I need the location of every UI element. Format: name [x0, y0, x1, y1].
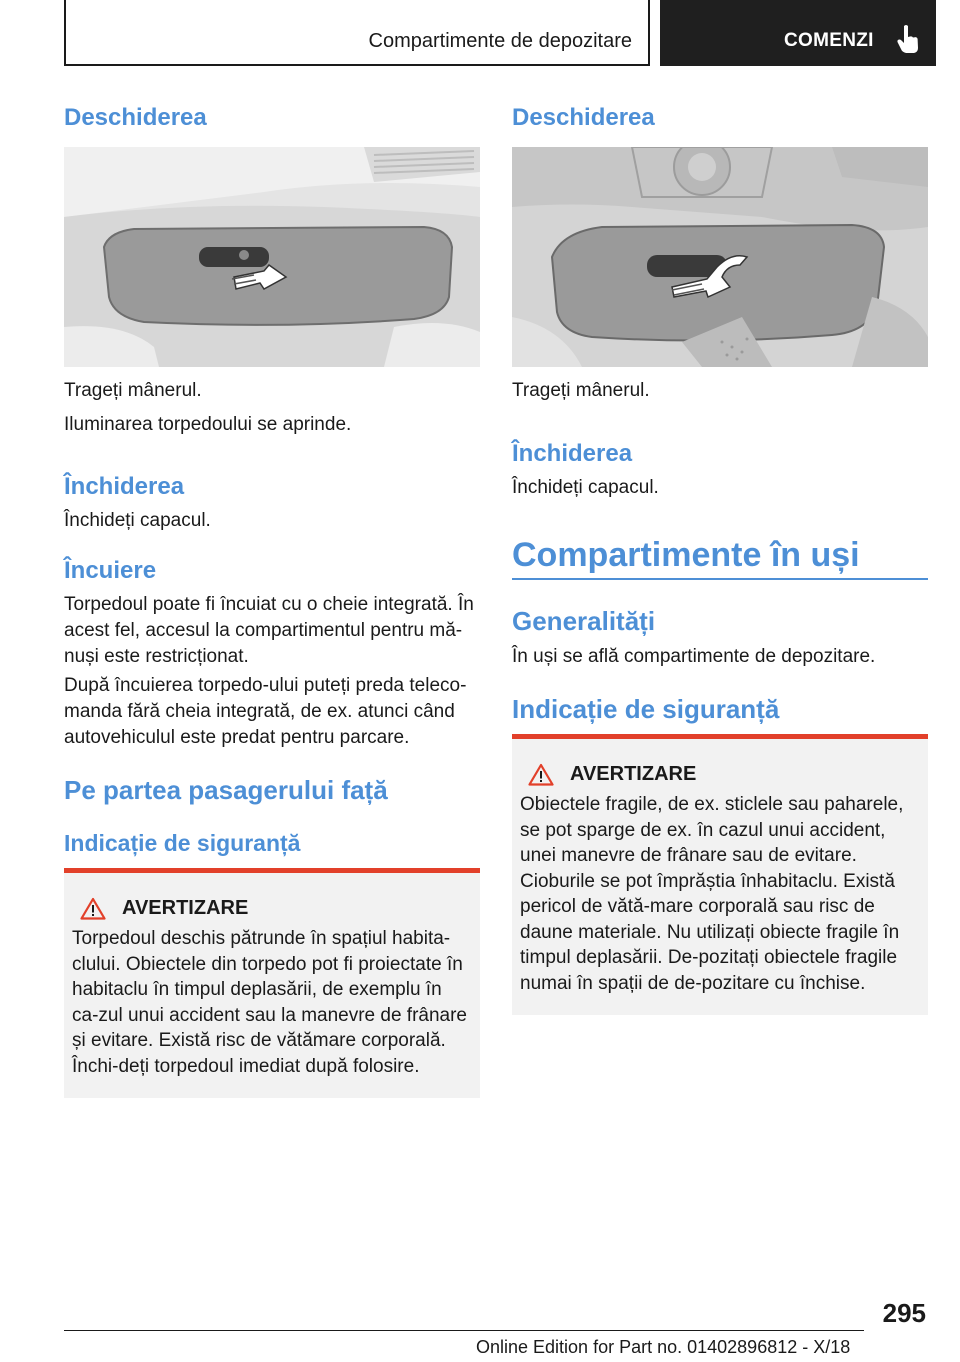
chapter-title: COMENZI: [784, 30, 874, 51]
glovebox-photo-right: [512, 147, 928, 367]
close-instruction-left: Închideți capacul.: [64, 510, 211, 531]
open-instruction-right: Trageți mânerul.: [512, 380, 650, 401]
warning-box-left: [64, 868, 480, 1098]
heading-close-right: Închiderea: [512, 440, 633, 467]
page-number: 295: [882, 1298, 926, 1328]
warning-text: Obiectele fragile, de ex. sticlele sau paharele, se pot sparge de ex. în cazul unui accident, unei manevre de frânare sau de evitare. Cioburile se pot împrăștia înhabitaclu. Există pericol de vătă‐mare corporală sau risc de daune materiale. Nu utilizați obiecte fragile în timpul deplasării. De‐pozitați obiectele fragile numai în spații de de‐pozitare cu închise.: [520, 794, 904, 994]
heading-lock: Încuiere: [64, 557, 157, 584]
heading-safety-left: Indicație de siguranță: [64, 830, 301, 856]
edition-note: Online Edition for Part no. 01402896812 - X/18: [476, 1337, 851, 1357]
warning-header: [528, 763, 920, 786]
heading-safety-right: Indicație de siguranță: [512, 694, 780, 724]
section-tab: [64, 0, 650, 66]
warning-title: AVERTIZARE: [122, 897, 249, 919]
heading-door-compartments: Compartimente în uși: [512, 536, 860, 574]
warning-text: Torpedoul deschis pătrunde în spațiul habita‐clului. Obiectele din torpedo pot fi proiectate în habitaclu în timpul deplasării, de exemplu în ca‐zul unui accident sau la manevre de frânare și evitare. Există risc de vătămare corporală. Închi‐deți torpedoul imediat după folosire.: [72, 928, 468, 1077]
warning-header: [80, 897, 472, 920]
heading-passenger-side: Pe partea pasagerului față: [64, 775, 388, 805]
heading-close-left: Închiderea: [64, 473, 185, 500]
glovebox-photo-left: [64, 147, 480, 367]
heading-open-left: Deschiderea: [64, 104, 207, 131]
warning-title: AVERTIZARE: [570, 763, 697, 785]
open-light-note: Iluminarea torpedoului se aprinde.: [64, 414, 352, 435]
warning-triangle-icon: [80, 897, 106, 920]
heading-general: Generalități: [512, 606, 656, 636]
chapter-tab[interactable]: [660, 0, 936, 66]
section-title: Compartimente de depozitare: [368, 30, 632, 52]
heading-underline: [512, 578, 928, 580]
general-paragraph: În uși se află compartimente de depozitare.: [512, 646, 876, 667]
heading-open-right: Deschiderea: [512, 104, 655, 131]
close-instruction-right: Închideți capacul.: [512, 477, 659, 498]
lock-paragraph-2: După încuierea torpedo-ului puteți preda teleco‐manda fără cheia integrată, de ex. atunci când autovehiculul este predat pentru parcare.: [64, 675, 467, 748]
page-header: [64, 0, 936, 66]
warning-triangle-icon: [528, 763, 554, 786]
warning-box-right: [512, 734, 928, 1015]
lock-paragraph-1: Torpedoul poate fi încuiat cu o cheie integrată. În acest fel, accesul la compartimentul pentru mă‐nuși este restricționat.: [64, 594, 474, 667]
open-instruction-left: Trageți mânerul.: [64, 380, 202, 401]
footer-divider: [64, 1330, 864, 1331]
pointing-hand-icon: [896, 24, 920, 54]
